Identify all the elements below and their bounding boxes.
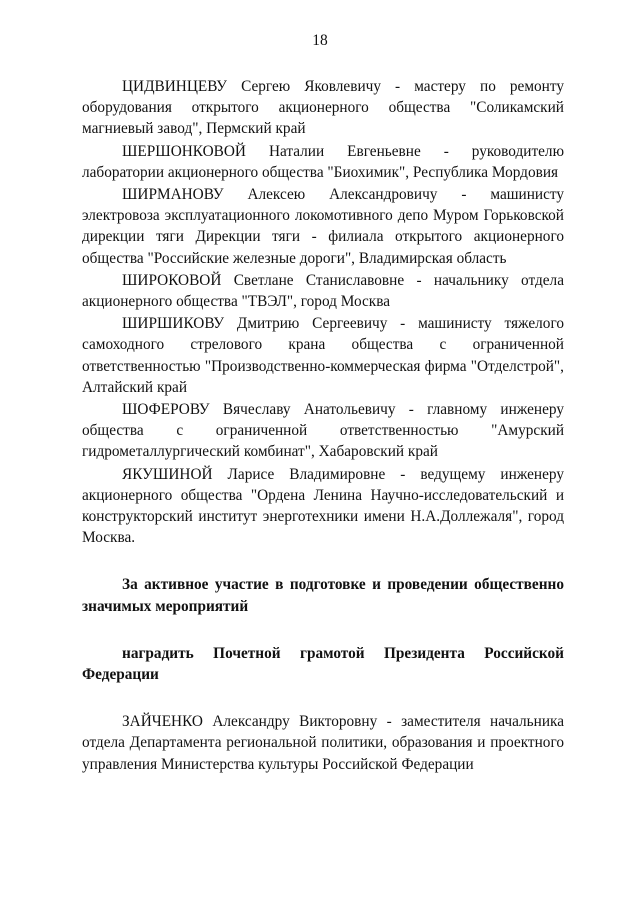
award-entry-shoferov: ШОФЕРОВУ Вячеславу Анатольевичу - главному инженеру общества с ограниченной ответственностью "Амурский гидрометаллургический комбинат", Хабаровский край (82, 401, 564, 461)
document-body (82, 76, 564, 775)
page-number: 18 (312, 32, 328, 49)
section-heading-award: наградить Почетной грамотой Президента Российской Федерации (82, 644, 564, 684)
award-entry-zaichenko: ЗАЙЧЕНКО Александру Викторовну - заместителя начальника отдела Департамента региональной политики, образования и проектного управления Министерства культуры Российской Федерации (82, 713, 564, 773)
award-entry-shirokova: ШИРОКОВОЙ Светлане Станиславовне - начальнику отдела акционерного общества "ТВЭЛ", город Москва (82, 271, 564, 311)
award-entry-shirmanov: ШИРМАНОВУ Алексею Александровичу - машинисту электровоза эксплуатационного локомотивного депо Муром Горьковской дирекции тяги Дирекции тяги - филиала открытого акционерного общества "Российские железные дороги", Владимирская область (82, 186, 564, 267)
award-entry-yakushina: ЯКУШИНОЙ Ларисе Владимировне - ведущему инженеру акционерного общества "Ордена Ленина Научно-исследовательский и конструкторский институт энерготехники имени Н.А.Доллежаля", город Москва. (82, 465, 564, 547)
award-entry-tsidvintsev: ЦИДВИНЦЕВУ Сергею Яковлевичу - мастеру по ремонту оборудования открытого акционерного общества "Соликамский магниевый завод", Пермский край (82, 78, 564, 138)
award-entry-shirshikov: ШИРШИКОВУ Дмитрию Сергеевичу - машинисту тяжелого самоходного стрелового крана общества с ограниченной ответственностью "Производственно-коммерческая фирма "Отделстрой", Алтайский край (82, 315, 564, 396)
section-heading-reason: За активное участие в подготовке и проведении общественно значимых мероприятий (82, 576, 564, 615)
award-entry-shershonkova: ШЕРШОНКОВОЙ Наталии Евгеньевне - руководителю лаборатории акционерного общества "Биохимик", Республика Мордовия (82, 142, 564, 181)
